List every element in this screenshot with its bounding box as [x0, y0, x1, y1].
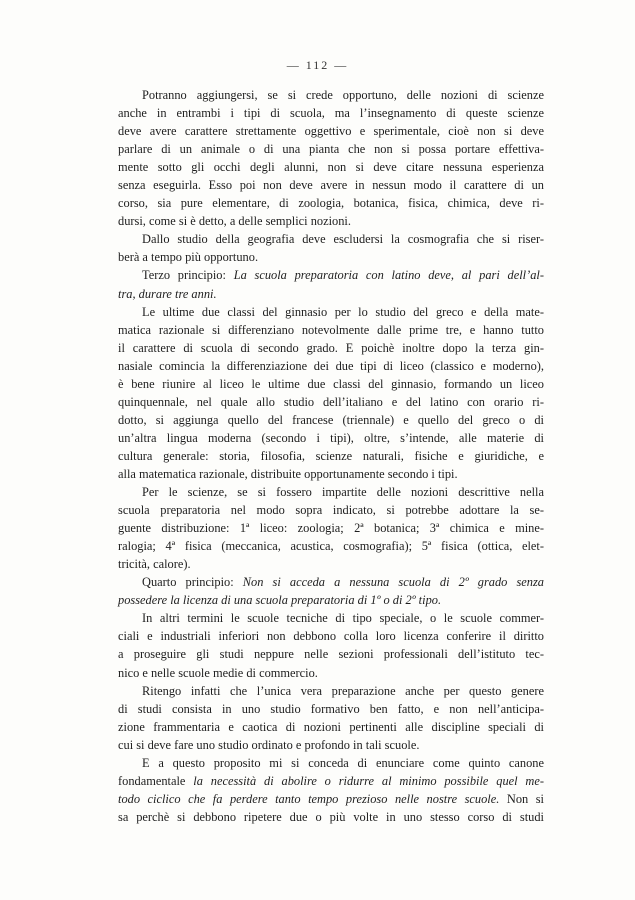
text-line — [118, 248, 544, 266]
text-line-roman: zione frammentaria e caotica di nozioni pertinenti alle discipline speciali di — [118, 719, 544, 734]
text-line — [118, 429, 544, 447]
text-line-roman: E a questo proposito mi si conceda di enunciare come quinto canone — [142, 755, 544, 770]
text-line-roman: In altri termini le scuole tecniche di tipo speciale, o le scuole commer- — [142, 611, 544, 626]
text-line-roman: sa perchè si debbono ripetere due o più volte in uno stesso corso di studi — [118, 809, 544, 824]
text-line — [118, 591, 544, 609]
text-line-roman: ralogia; 4ª fisica (meccanica, acustica, cosmografia); 5ª fisica (ottica, elet- — [118, 539, 544, 554]
text-line-roman: anche in entrambi i tipi di scuola, ma l’insegnamento di queste scienze — [118, 106, 544, 121]
text-line — [118, 609, 544, 627]
text-line — [118, 357, 544, 375]
text-line-roman: alla matematica razionale, distribuite opportunamente secondo i tipi. — [118, 466, 458, 481]
text-line — [118, 790, 544, 808]
text-line-roman: guente distribuzione: 1ª liceo: zoologia; 2ª botanica; 3ª chimica e mine- — [118, 521, 544, 536]
text-line-roman: fondamentale — [118, 773, 194, 788]
text-line — [118, 573, 544, 591]
text-line — [118, 483, 544, 501]
text-line-roman: Terzo principio: — [142, 268, 234, 283]
text-line — [118, 664, 544, 682]
text-line-roman: Quarto principio: — [142, 575, 243, 590]
text-line-roman: Dallo studio della geografia deve escludersi la cosmografia che si riser- — [142, 232, 544, 247]
text-line — [118, 754, 544, 772]
text-line-roman: Ritengo infatti che l’unica vera preparazione anche per questo genere — [142, 683, 544, 698]
text-line — [118, 285, 544, 303]
text-line-roman: di studi consista in uno studio formativo ben fatto, e non nell’anticipa- — [118, 701, 544, 716]
text-line-roman: Le ultime due classi del ginnasio per lo studio del greco e della mate- — [142, 304, 544, 319]
text-line — [118, 447, 544, 465]
text-line-italic: possedere la licenza di una scuola preparatoria di 1º o di 2º tipo. — [118, 593, 442, 608]
text-line-roman: deve avere carattere strettamente oggettivo e sperimentale, cioè non si deve — [118, 124, 544, 139]
body-text — [118, 86, 544, 826]
text-line-roman: Potranno aggiungersi, se si crede opportuno, delle nozioni di scienze — [142, 88, 544, 102]
text-line-italic: la necessità di abolire o ridurre al minimo possibile quel me- — [193, 773, 545, 788]
text-line — [118, 321, 544, 339]
text-line — [118, 808, 544, 826]
text-line — [118, 339, 544, 357]
text-line-roman: nico e nelle scuole medie di commercio. — [118, 665, 318, 680]
text-line-roman: senza eseguirla. Esso poi non deve avere in nessun modo il carattere di un — [118, 178, 544, 193]
text-line-roman: Per le scienze, se si fossero impartite delle nozioni descrittive nella — [142, 485, 544, 500]
text-line-roman: cultura generale: storia, filosofia, scienze naturali, fisiche e giuridiche, e — [118, 448, 544, 463]
text-line-roman: a proseguire gli studi neppure nelle sezioni professionali dell’istituto tec- — [118, 647, 544, 662]
text-line-roman: dotto, si aggiunga quello del francese (triennale) e quello del greco o di — [118, 412, 544, 427]
text-line — [118, 411, 544, 429]
text-line — [118, 718, 544, 736]
text-line — [118, 682, 544, 700]
text-line — [118, 230, 544, 248]
text-line-italic: Non si acceda a nessuna scuola di 2º grado senza — [242, 575, 545, 590]
text-line — [118, 700, 544, 718]
text-line — [118, 303, 544, 321]
text-line — [118, 375, 544, 393]
text-line — [118, 736, 544, 754]
text-line-roman: il carattere di scuola di secondo grado. E poichè inoltre dopo la terza gin- — [118, 340, 544, 355]
text-line — [118, 212, 544, 230]
text-line-roman: corso, sia pure elementare, di zoologia, botanica, fisica, chimica, deve ri- — [118, 196, 544, 211]
text-line — [118, 86, 544, 104]
text-line-roman: è bene riunire al liceo le ultime due classi del ginnasio, formando un liceo — [118, 376, 544, 391]
text-line-roman: Non si — [499, 791, 544, 806]
text-line-roman: scuola preparatoria nel modo sopra indicato, si potrebbe adottare la se- — [118, 503, 544, 518]
text-line-roman: berà a tempo più opportuno. — [118, 250, 259, 265]
text-line — [118, 122, 544, 140]
text-line — [118, 194, 544, 212]
text-line — [118, 645, 544, 663]
text-line-roman: quinquennale, nel quale allo studio dell’italiano e del latino con orario ri- — [118, 394, 544, 409]
text-line-roman: parlare di un animale o di una pianta che non si possa portare effettiva- — [118, 142, 544, 157]
text-line-roman: dursi, come si è detto, a delle semplici nozioni. — [118, 214, 351, 229]
text-line — [118, 772, 544, 790]
page-number: — 112 — — [286, 58, 349, 72]
text-line-italic: La scuola preparatoria con latino deve, al pari dell’al- — [233, 268, 544, 283]
text-line-roman: tricità, calore). — [118, 557, 191, 572]
text-line — [118, 537, 544, 555]
text-line — [118, 140, 544, 158]
text-line-roman: un’altra lingua moderna (secondo i tipi), oltre, s’intende, alle materie di — [118, 430, 544, 445]
text-line — [118, 465, 544, 483]
text-line — [118, 627, 544, 645]
text-line — [118, 555, 544, 573]
text-line — [118, 266, 544, 284]
text-line — [118, 176, 544, 194]
text-line — [118, 158, 544, 176]
text-line-roman: cui si deve fare uno studio ordinato e profondo in tali scuole. — [118, 737, 420, 752]
text-line — [118, 501, 544, 519]
text-line — [118, 104, 544, 122]
text-line — [118, 393, 544, 411]
text-line-roman: nasiale comincia la differenziazione dei due tipi di liceo (classico e moderno), — [118, 358, 544, 373]
text-line-roman: ciali e industriali inferiori non debbono colla loro licenza conferire il diritto — [118, 629, 544, 644]
text-line-roman: mente sotto gli occhi degli alunni, non si deve citare nessuna esperienza — [118, 160, 544, 175]
text-line — [118, 519, 544, 537]
text-line-italic: tra, durare tre anni. — [118, 286, 217, 301]
text-line-roman: matica razionale si differenziano notevolmente dalle prime tre, e hanno tutto — [118, 322, 544, 337]
text-line-italic: todo ciclico che fa perdere tanto tempo prezioso nelle nostre scuole. — [118, 791, 500, 806]
